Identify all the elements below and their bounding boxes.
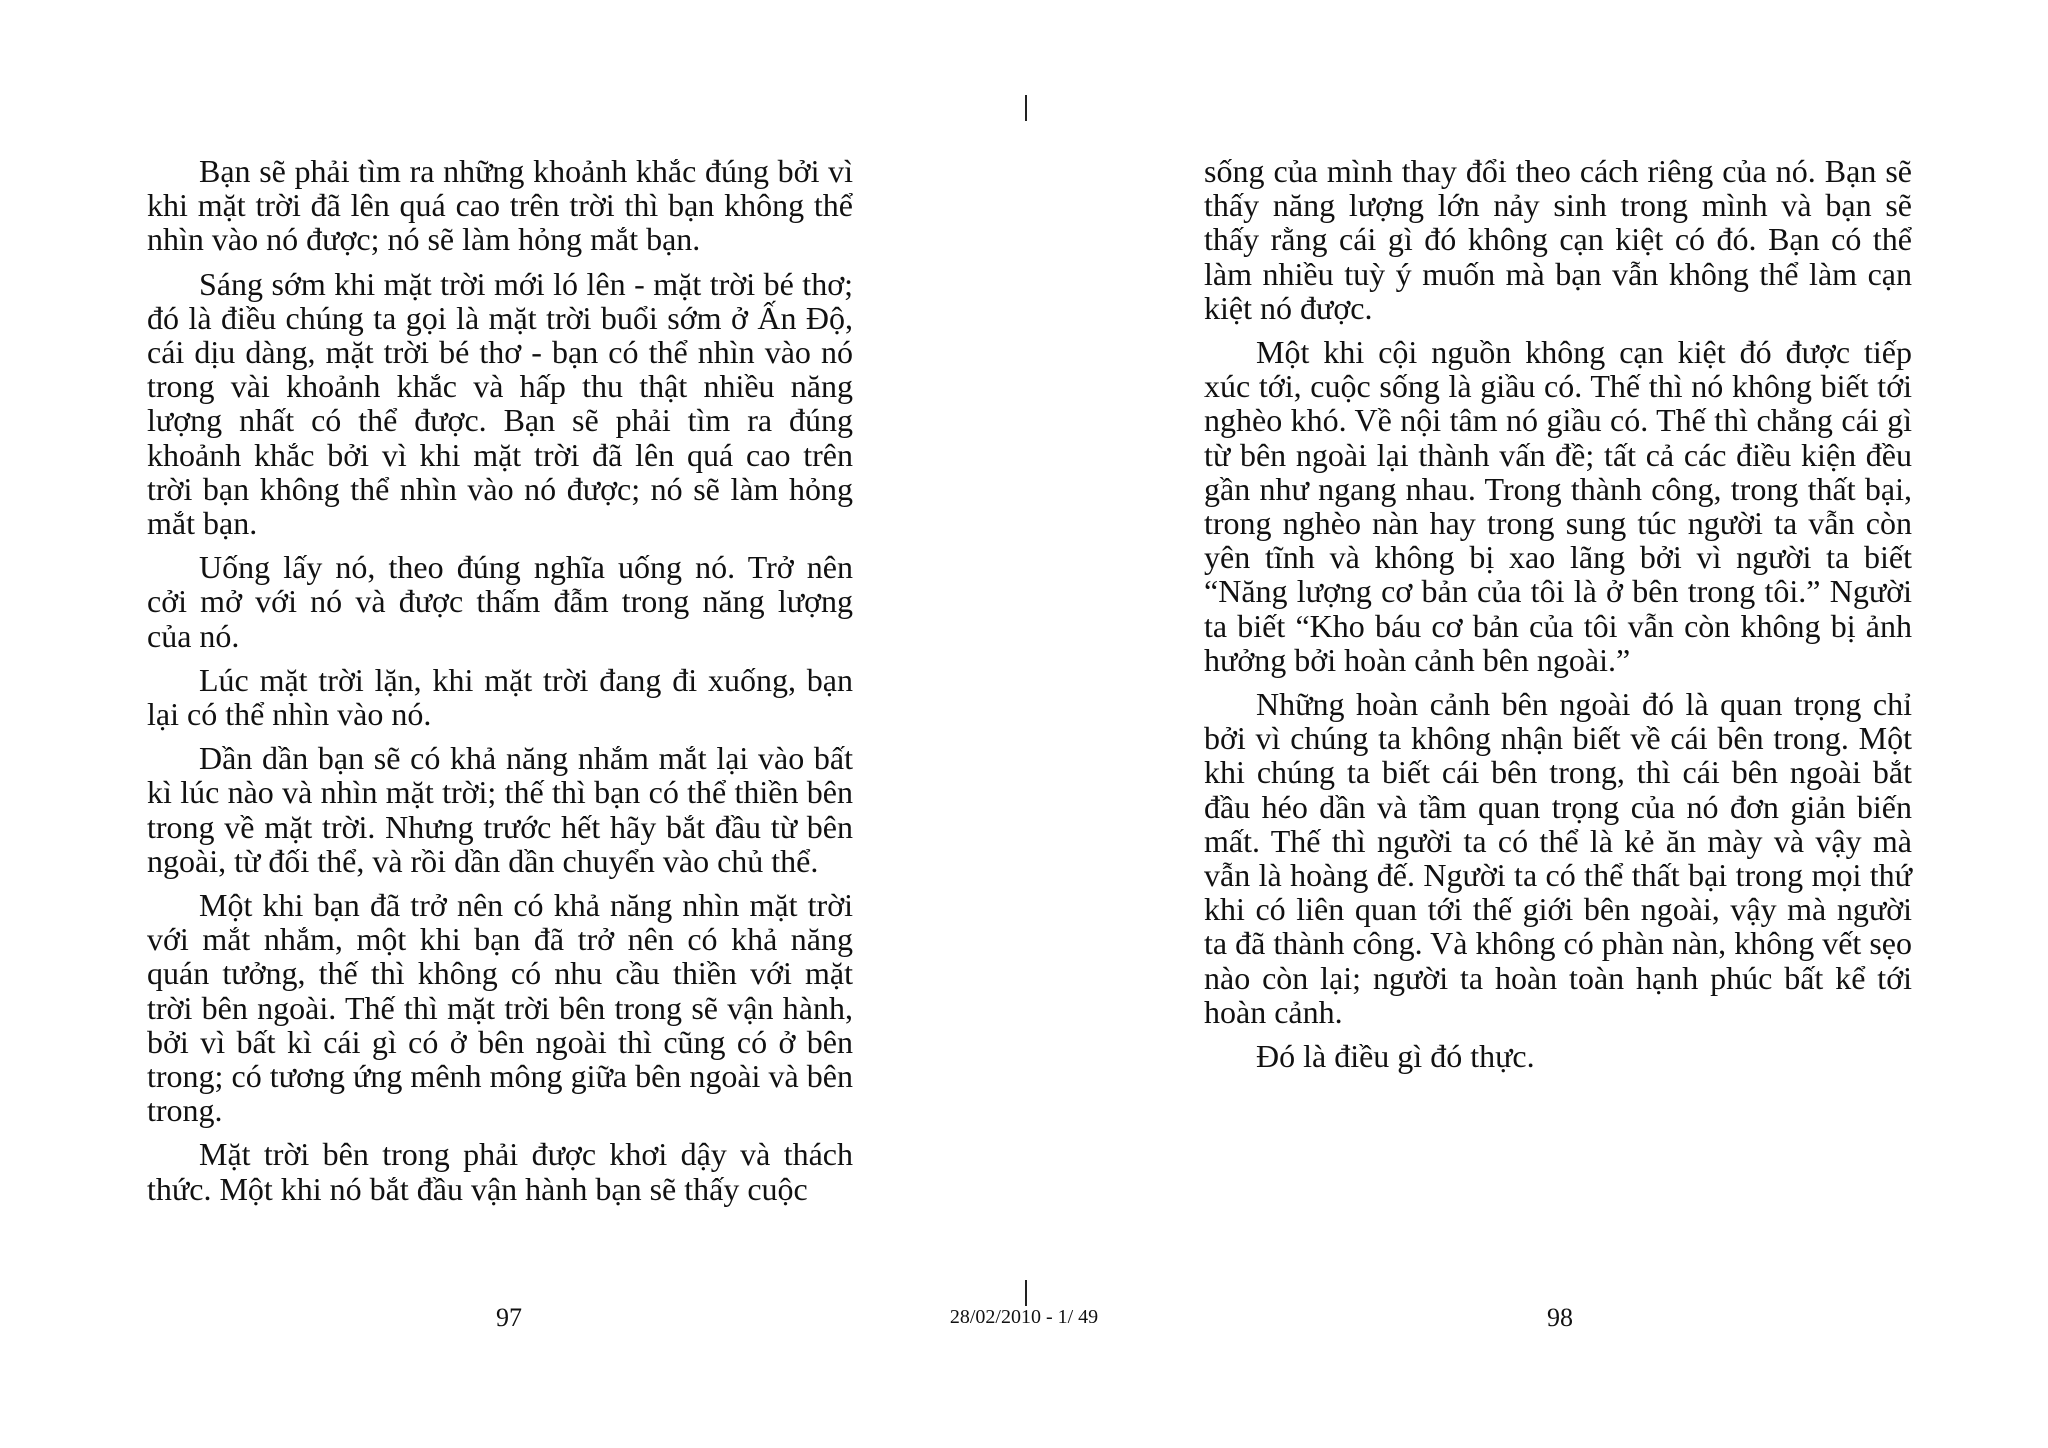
top-crop-mark: [1025, 95, 1027, 121]
paragraph: Uống lấy nó, theo đúng nghĩa uống nó. Trở nên cởi mở với nó và được thấm đẫm trong năng lượng của nó.: [147, 549, 853, 654]
paragraph: Bạn sẽ phải tìm ra những khoảnh khắc đúng bởi vì khi mặt trời đã lên quá cao trên trời thì bạn không thể nhìn vào nó được; nó sẽ làm hỏng mắt bạn.: [147, 153, 853, 258]
paragraph: Sáng sớm khi mặt trời mới ló lên - mặt trời bé thơ; đó là điều chúng ta gọi là mặt trời buổi sớm ở Ấn Độ, cái dịu dàng, mặt trời bé thơ - bạn có thể nhìn vào nó trong vài khoảnh khắc và hấp thu thật nhiều năng lượng nhất có thể được. Bạn sẽ phải tìm ra đúng khoảnh khắc bởi vì khi mặt trời đã lên quá cao trên trời bạn không thể nhìn vào nó được; nó sẽ làm hỏng mắt bạn.: [147, 265, 853, 542]
paragraph: Đó là điều gì đó thực.: [1256, 1038, 1535, 1075]
paragraph: Mặt trời bên trong phải được khơi dậy và thách thức. Một khi nó bắt đầu vận hành bạn sẽ thấy cuộc: [147, 1136, 853, 1207]
bottom-crop-mark: [1025, 1280, 1027, 1306]
paragraph: Những hoàn cảnh bên ngoài đó là quan trọng chỉ bởi vì chúng ta không nhận biết về cái bên trong. Một khi chúng ta biết cái bên trong, thì cái bên ngoài bắt đầu héo dần và tầm quan trọng của nó đơn giản biến mất. Thế thì người ta có thể là kẻ ăn mày và vậy mà vẫn là hoàng đế. Người ta có thể thất bại trong mọi thứ khi có liên quan tới thế giới bên ngoài, vậy mà người ta đã thành công. Và không có phàn nàn, không vết sẹo nào còn lại; người ta hoàn toàn hạnh phúc bất kể tới hoàn cảnh.: [1204, 686, 1912, 1030]
page-number: 98: [1547, 1303, 1573, 1332]
right-page: [1024, 0, 2048, 1448]
right-page-text: [1204, 154, 1912, 1083]
paragraph: Dần dần bạn sẽ có khả năng nhắm mắt lại vào bất kì lúc nào và nhìn mặt trời; thế thì bạn có thể thiền bên trong về mặt trời. Nhưng trước hết hãy bắt đầu từ bên ngoài, từ đối thể, và rồi dần dần chuyển vào chủ thể.: [147, 740, 853, 879]
paragraph: Một khi cội nguồn không cạn kiệt đó được tiếp xúc tới, cuộc sống là giầu có. Thế thì nó không biết tới nghèo khó. Về nội tâm nó giầu có. Thế thì chẳng cái gì từ bên ngoài lại thành vấn đề; tất cả các điều kiện đều gần như ngang nhau. Trong thành công, trong thất bại, trong nghèo nàn hay trong sung túc người ta vẫn còn yên tĩnh và không bị xao lãng bởi vì người ta biết “Năng lượng cơ bản của tôi là ở bên trong tôi.” Người ta biết “Kho báu cơ bản của tôi vẫn còn không bị ảnh hưởng bởi hoàn cảnh bên ngoài.”: [1204, 334, 1912, 678]
print-stamp: 28/02/2010 - 1/ 49: [949, 1306, 1099, 1328]
paragraph: sống của mình thay đổi theo cách riêng của nó. Bạn sẽ thấy năng lượng lớn nảy sinh trong mình và bạn sẽ thấy rằng cái gì đó không cạn kiệt có đó. Bạn có thể làm nhiều tuỳ ý muốn mà bạn vẫn không thể làm cạn kiệt nó được.: [1204, 153, 1912, 326]
left-page-text: [147, 154, 853, 1216]
paragraph: Lúc mặt trời lặn, khi mặt trời đang đi xuống, bạn lại có thể nhìn vào nó.: [147, 661, 853, 733]
page-number: 97: [496, 1303, 522, 1332]
paragraph: Một khi bạn đã trở nên có khả năng nhìn mặt trời với mắt nhắm, một khi bạn đã trở nên có khả năng quán tưởng, thế thì không có nhu cầu thiền với mặt trời bên ngoài. Thế thì mặt trời bên trong sẽ vận hành, bởi vì bất kì cái gì có ở bên ngoài thì cũng có ở bên trong; có tương ứng mênh mông giữa bên ngoài và bên trong.: [147, 887, 853, 1129]
